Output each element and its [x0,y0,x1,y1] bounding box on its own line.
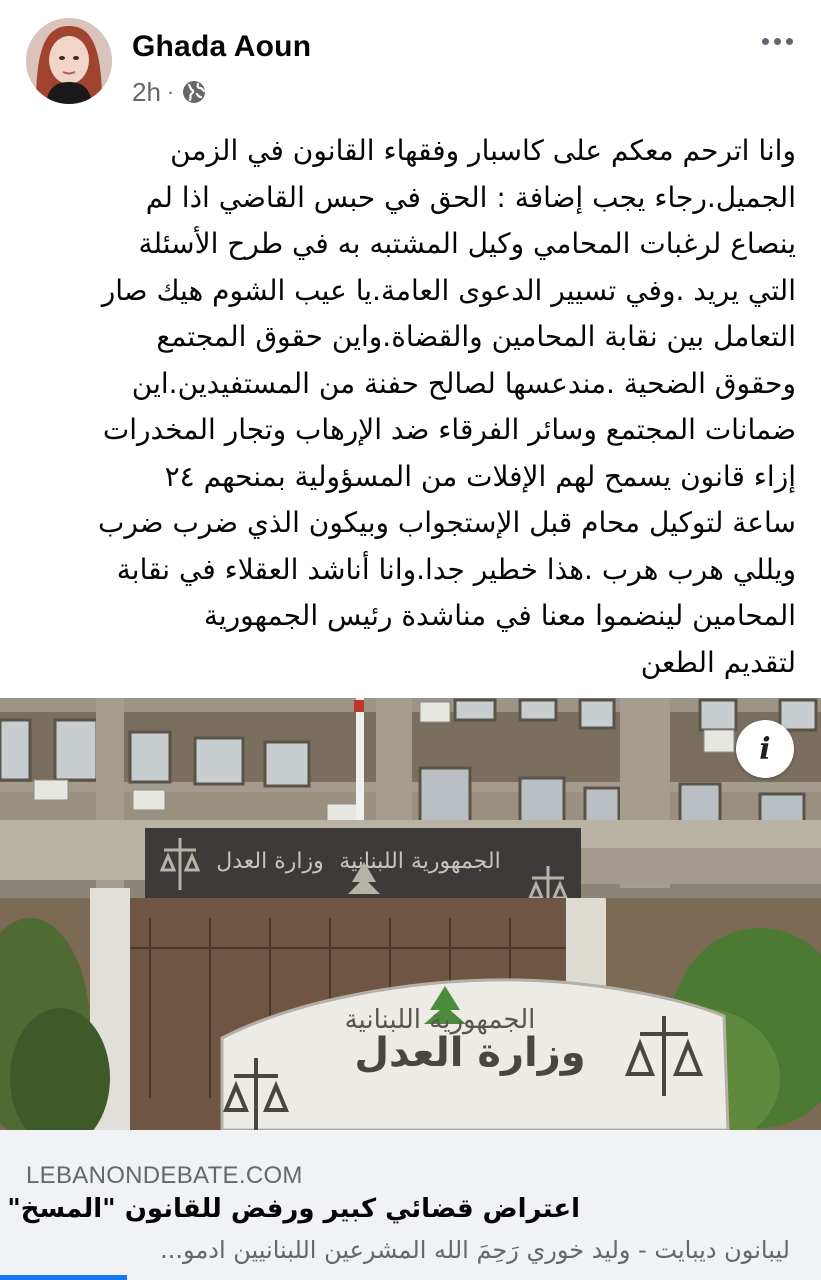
post-text [20,128,796,686]
post-text-line: لتقديم الطعن [640,645,796,679]
post-text-line: ويللي هرب هرب .هذا خطير جدا.وانا أناشد العقلاء في نقابة [116,552,796,586]
load-progress-track [0,1275,821,1280]
post-text-line: إزاء قانون يسمح لهم الإفلات من المسؤولية بمنحهم ٢٤ [164,459,796,493]
panel-sign-text-2: وزارة العدل [216,849,324,874]
info-button[interactable] [736,720,794,778]
post-text-line: ضمانات المجتمع وسائر الفرقاء ضد الإرهاب وتجار المخدرات [102,413,796,446]
link-description: ليبانون ديبايت - وليد خوري رَحِمَ الله المشرعين اللبنانيين ادمو... [160,1236,790,1264]
post-text-line: ينصاع لرغبات المحامي وكيل المشتبه به في طرح الأسئلة [138,227,796,260]
arch-sign-text: وزارة العدل [354,1030,586,1076]
post-text-line: التعامل بين نقابة المحامين والقضاة.واين حقوق المجتمع [156,320,796,353]
post-text-line: الجميل.رجاء يجب إضافة : الحق في حبس القاضي اذا لم [145,180,796,214]
more-options-button[interactable] [752,24,802,58]
meta-separator: · [166,79,175,104]
link-domain[interactable]: LEBANONDEBATE.COM [26,1162,303,1189]
post-text-line: وانا اترحم معكم على كاسبار وفقهاء القانون في الزمن [170,134,796,167]
post-meta [132,76,206,108]
post-text-line: وحقوق الضحية .مندعسها لصالح حفنة من المستفيدين.اين [131,366,796,400]
author-name[interactable]: Ghada Aoun [132,30,312,63]
post-text-line: المحامين لينضموا معنا في مناشدة رئيس الجمهورية [203,599,796,632]
post-text-line: ساعة لتوكيل محام قبل الإستجواب وبيكون الذي ضرب ضرب [97,506,796,539]
panel-sign-text-1: الجمهورية اللبنانية [339,849,501,874]
more-horizontal-icon [762,38,769,45]
arch-sign-top-text: الجمهورية اللبنانية [344,1005,536,1035]
ministry-building-photo [0,698,821,1130]
post-timestamp[interactable]: 2h [132,76,161,107]
post-header [0,0,821,120]
author-avatar[interactable] [26,18,112,104]
link-title[interactable]: اعتراض قضائي كبير ورفض للقانون "المسخ" [7,1194,580,1224]
load-progress-fill [0,1275,127,1280]
link-preview-image[interactable] [0,698,821,1130]
post-text-line: التي يريد .وفي تسيير الدعوى العامة.يا عيب الشوم هيك صار [101,273,796,307]
avatar-image [26,18,112,104]
globe-icon[interactable] [182,80,206,104]
info-icon: i [759,731,771,767]
